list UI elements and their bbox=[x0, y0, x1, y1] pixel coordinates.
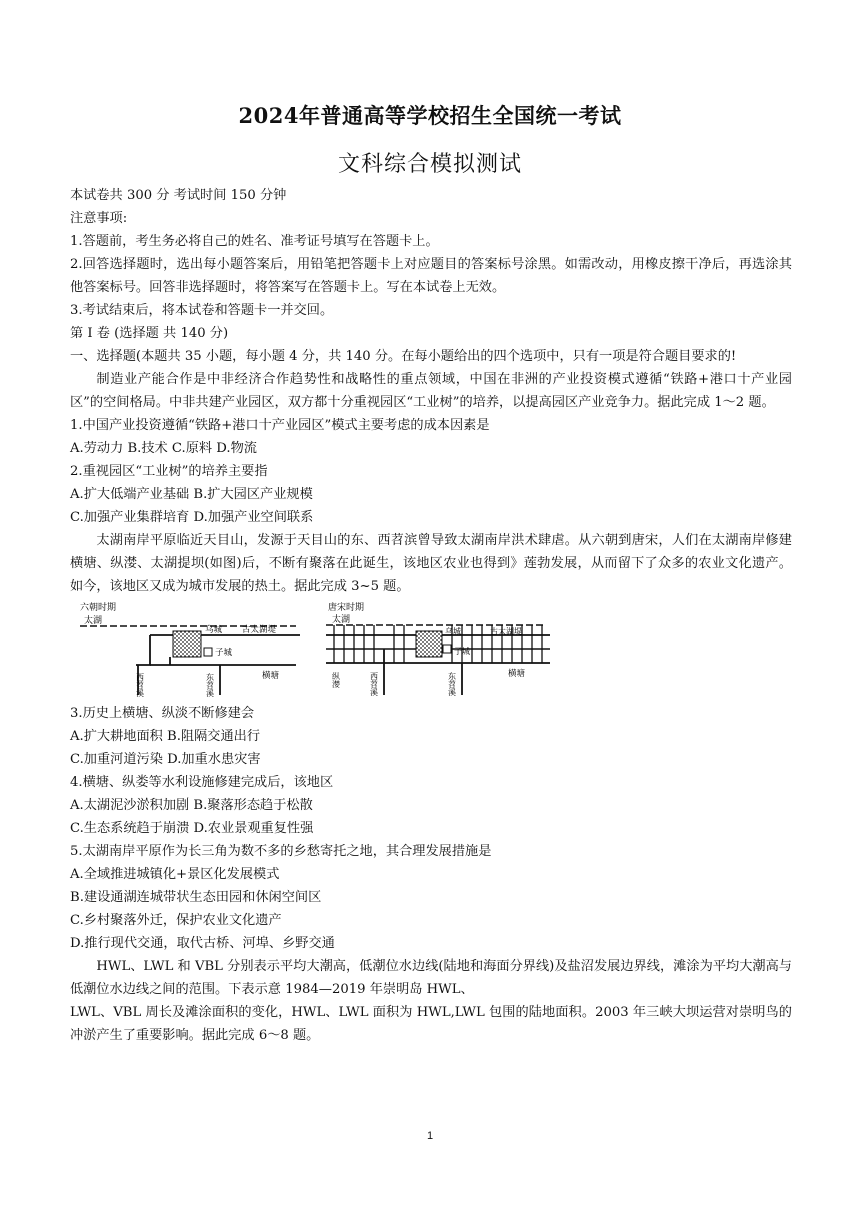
east-river-label: 东苕溪 bbox=[447, 672, 457, 696]
wucheng-label: 乌城 bbox=[445, 627, 461, 636]
notice-item-1: 1.答题前，考生务必将自己的姓名、准考证号填写在答题卡上。 bbox=[70, 234, 439, 249]
exam-body bbox=[70, 184, 792, 1047]
dyke-label: 古太湖堤 bbox=[242, 625, 277, 635]
lake-label: 太湖 bbox=[84, 616, 103, 626]
passage-3-part-2: LWL、VBL 周长及滩涂面积的变化，HWL、LWL 面积为 HWL,LWL 包围的陆地面积。2003 年三峡大坝运营对崇明鸟的冲淤产生了重要影响。据此完成 6～8 题。 bbox=[70, 1005, 792, 1043]
exam-info: 本试卷共 300 分 考试时间 150 分钟 bbox=[70, 188, 287, 203]
question-3: 3.历史上横塘、纵淡不断修建会 bbox=[70, 706, 255, 721]
question-4-options-ab: A.太湖泥沙淤积加剧 B.聚落形态趋于松散 bbox=[70, 798, 313, 813]
west-river-label: 西苕溪 bbox=[369, 672, 379, 696]
wucheng-block bbox=[416, 631, 442, 657]
map-six-dynasties bbox=[78, 601, 310, 697]
zicheng-label: 子城 bbox=[454, 647, 470, 656]
west-river-label: 西苕溪 bbox=[135, 673, 145, 697]
question-5-option-b: B.建设通湖连城带状生态田园和休闲空间区 bbox=[70, 890, 322, 905]
exam-subtitle: 文科综合模拟测试 bbox=[337, 152, 522, 177]
zicheng-block bbox=[204, 648, 212, 656]
question-3-options-cd: C.加重河道污染 D.加重水患灾害 bbox=[70, 752, 261, 767]
question-1-options: A.劳动力 B.技术 C.原料 D.物流 bbox=[70, 441, 257, 456]
question-5-option-c: C.乡村聚落外迁，保护农业文化遗产 bbox=[70, 913, 282, 928]
question-4-options-cd: C.生态系统趋于崩溃 D.农业景观重复性强 bbox=[70, 821, 314, 836]
notice-item-2: 2.回答选择题时，选出每小题答案后，用铅笔把答题卡上对应题目的答案标号涂黑。如需改动，用橡皮擦干净后，再选涂其他答案标号。回答非选择题时，将答案写在答题卡上。写在本试卷上无效。 bbox=[70, 257, 792, 295]
question-2-options-ab: A.扩大低端产业基础 B.扩大园区产业规模 bbox=[70, 487, 313, 502]
question-5-option-a: A.全域推进城镇化+景区化发展模式 bbox=[70, 867, 280, 882]
hengtang-label: 横塘 bbox=[262, 671, 280, 681]
question-4: 4.横塘、纵娄等水利设施修建完成后，该地区 bbox=[70, 775, 334, 790]
page-number: 1 bbox=[426, 1130, 434, 1142]
west-river-line bbox=[136, 635, 150, 665]
notice-heading: 注意事项: bbox=[70, 211, 128, 226]
map-tang-song bbox=[322, 601, 558, 697]
question-3-options-ab: A.扩大耕地面积 B.阻隔交通出行 bbox=[70, 729, 261, 744]
notice-item-3: 3.考试结束后，将本试卷和答题卡一并交回。 bbox=[70, 303, 334, 318]
lake-label: 太湖 bbox=[332, 615, 351, 625]
zicheng-block bbox=[443, 645, 451, 653]
wucheng-label: 乌城 bbox=[205, 625, 223, 635]
question-2-options-cd: C.加强产业集群培育 D.加强产业空间联系 bbox=[70, 510, 314, 525]
period-label: 六朝时期 bbox=[80, 603, 117, 613]
passage-1: 制造业产能合作是中非经济合作趋势性和战略性的重点领域，中国在非洲的产业投资模式遵循“铁路+港口十产业园区”的空间格局。中非共建产业园区，双方都十分重视园区“工业树”的培养，以提高园区产业竞争力。据此完成 1～2 题。 bbox=[70, 372, 792, 410]
exam-title: 2024年普通高等学校招生全国统一考试 bbox=[238, 103, 622, 128]
wucheng-block bbox=[173, 631, 201, 657]
question-1: 1.中国产业投资遵循“铁路+港口十产业园区”模式主要考虑的成本因素是 bbox=[70, 418, 490, 433]
passage-3-part-1: HWL、LWL 和 VBL 分别表示平均大潮高，低潮位水边线(陆地和海面分界线)及盐沼发展边界线，滩涂为平均大潮高与低潮位水边线之间的范围。下表示意 1984—2019 年崇明岛 HWL、 bbox=[70, 959, 792, 997]
section-instructions: 一、选择题(本题共 35 小题，每小题 4 分，共 140 分。在每小题给出的四个选项中，只有一项是符合题目要求的! bbox=[70, 349, 737, 364]
zonglou-label: 纵漤 bbox=[331, 672, 341, 688]
part-heading: 第 I 卷 (选择题 共 140 分) bbox=[70, 326, 229, 341]
question-2: 2.重视园区“工业树”的培养主要指 bbox=[70, 464, 268, 479]
question-5: 5.太湖南岸平原作为长三角为数不多的乡愁寄托之地，其合理发展措施是 bbox=[70, 844, 492, 859]
period-label: 唐宋时期 bbox=[328, 603, 365, 613]
question-5-option-d: D.推行现代交通，取代古桥、河埠、乡野交通 bbox=[70, 936, 335, 951]
passage-2: 太湖南岸平原临近天目山，发源于天目山的东、西苕滨曾导致太湖南岸洪术肆虐。从六朝到唐宋，人们在太湖南岸修建横塘、纵漤、太湖提坝(如图)后，不断有聚落在此诞生，该地区农业也得到》莲勃发展，从而留下了众多的农业文化遗产。如今，该地区又成为城市发展的热土。据此完成 3~5 题。 bbox=[70, 533, 792, 594]
taihu-figures bbox=[70, 601, 792, 697]
zicheng-label: 子城 bbox=[215, 648, 233, 658]
east-river-label: 东苕溪 bbox=[205, 673, 215, 697]
dyke-label: 古太湖堤 bbox=[490, 627, 522, 636]
hengtang-label: 横塘 bbox=[508, 669, 526, 679]
